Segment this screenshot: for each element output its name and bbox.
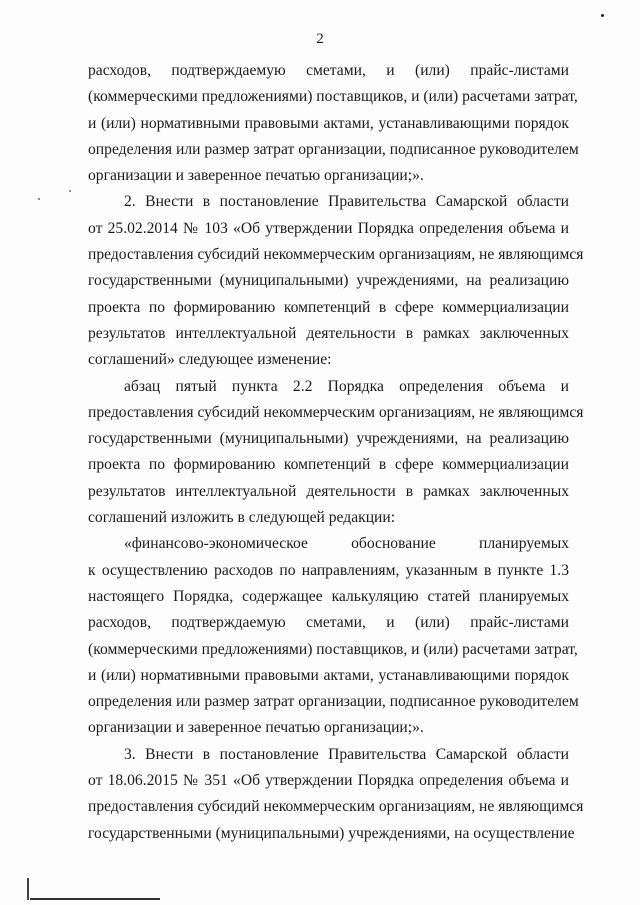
text-line: проекта по формированию компетенций в сфере коммерциализации bbox=[88, 456, 569, 474]
text-line: соглашений» следующее изменение: bbox=[88, 351, 332, 369]
text-line: государственными (муниципальными) учреждениями, на реализацию bbox=[88, 430, 569, 448]
paragraph-new-wording bbox=[88, 531, 579, 741]
text-line: расходов, подтверждаемую сметами, и (или) прайс-листами bbox=[88, 614, 569, 632]
text-line: проекта по формированию компетенций в сфере коммерциализации bbox=[88, 298, 569, 316]
text-line: государственными (муниципальными) учреждениями, на реализацию bbox=[88, 272, 569, 290]
text-line: 2. Внести в постановление Правительства Самарской области bbox=[124, 193, 569, 211]
text-line: «финансово-экономическое обоснование планируемых bbox=[124, 535, 569, 553]
text-line: и (или) нормативными правовыми актами, устанавливающими порядок bbox=[88, 114, 569, 132]
text-line: предоставления субсидий некоммерческим организациям, не являющимся bbox=[88, 403, 584, 421]
scan-speck bbox=[69, 190, 71, 192]
page-number: 2 bbox=[316, 31, 324, 47]
text-line: организации и заверенное печатью организации;». bbox=[88, 719, 424, 737]
text-line: государственными (муниципальными) учреждениями, на осуществление bbox=[88, 824, 575, 842]
text-line: соглашений изложить в следующей редакции: bbox=[88, 509, 396, 527]
scan-edge-mark bbox=[30, 898, 160, 900]
text-line: организации и заверенное печатью организации;». bbox=[88, 167, 424, 185]
text-line: (коммерческими предложениями) поставщиков, и (или) расчетами затрат, bbox=[88, 88, 578, 106]
text-line: определения или размер затрат организации, подписанное руководителем bbox=[88, 140, 579, 158]
text-line: абзац пятый пункта 2.2 Порядка определения объема и bbox=[124, 377, 569, 395]
text-line: от 25.02.2014 № 103 «Об утверждении Порядка определения объема и bbox=[88, 219, 569, 237]
text-line: и (или) нормативными правовыми актами, устанавливающими порядок bbox=[88, 666, 569, 684]
paragraph-item-3 bbox=[88, 742, 584, 847]
paragraph-item-2 bbox=[88, 189, 584, 373]
document-body bbox=[88, 58, 584, 847]
paragraph-continuation bbox=[88, 58, 579, 189]
paragraph-amendment-intro bbox=[88, 374, 584, 532]
text-line: настоящего Порядка, содержащее калькуляцию статей планируемых bbox=[88, 587, 569, 605]
text-line: результатов интеллектуальной деятельности в рамках заключенных bbox=[88, 324, 569, 342]
text-line: предоставления субсидий некоммерческим организациям, не являющимся bbox=[88, 798, 584, 816]
scan-edge-mark bbox=[27, 878, 29, 900]
text-line: определения или размер затрат организации, подписанное руководителем bbox=[88, 693, 579, 711]
scan-speck bbox=[601, 14, 604, 17]
text-line: к осуществлению расходов по направлениям, указанным в пункте 1.3 bbox=[88, 561, 569, 579]
text-line: результатов интеллектуальной деятельности в рамках заключенных bbox=[88, 482, 569, 500]
scan-speck bbox=[38, 198, 40, 200]
text-line: (коммерческими предложениями) поставщиков, и (или) расчетами затрат, bbox=[88, 640, 578, 658]
text-line: от 18.06.2015 № 351 «Об утверждении Порядка определения объема и bbox=[88, 772, 569, 790]
text-line: 3. Внести в постановление Правительства Самарской области bbox=[124, 745, 569, 763]
text-line: предоставления субсидий некоммерческим организациям, не являющимся bbox=[88, 246, 584, 264]
text-line: расходов, подтверждаемую сметами, и (или) прайс-листами bbox=[88, 62, 569, 79]
